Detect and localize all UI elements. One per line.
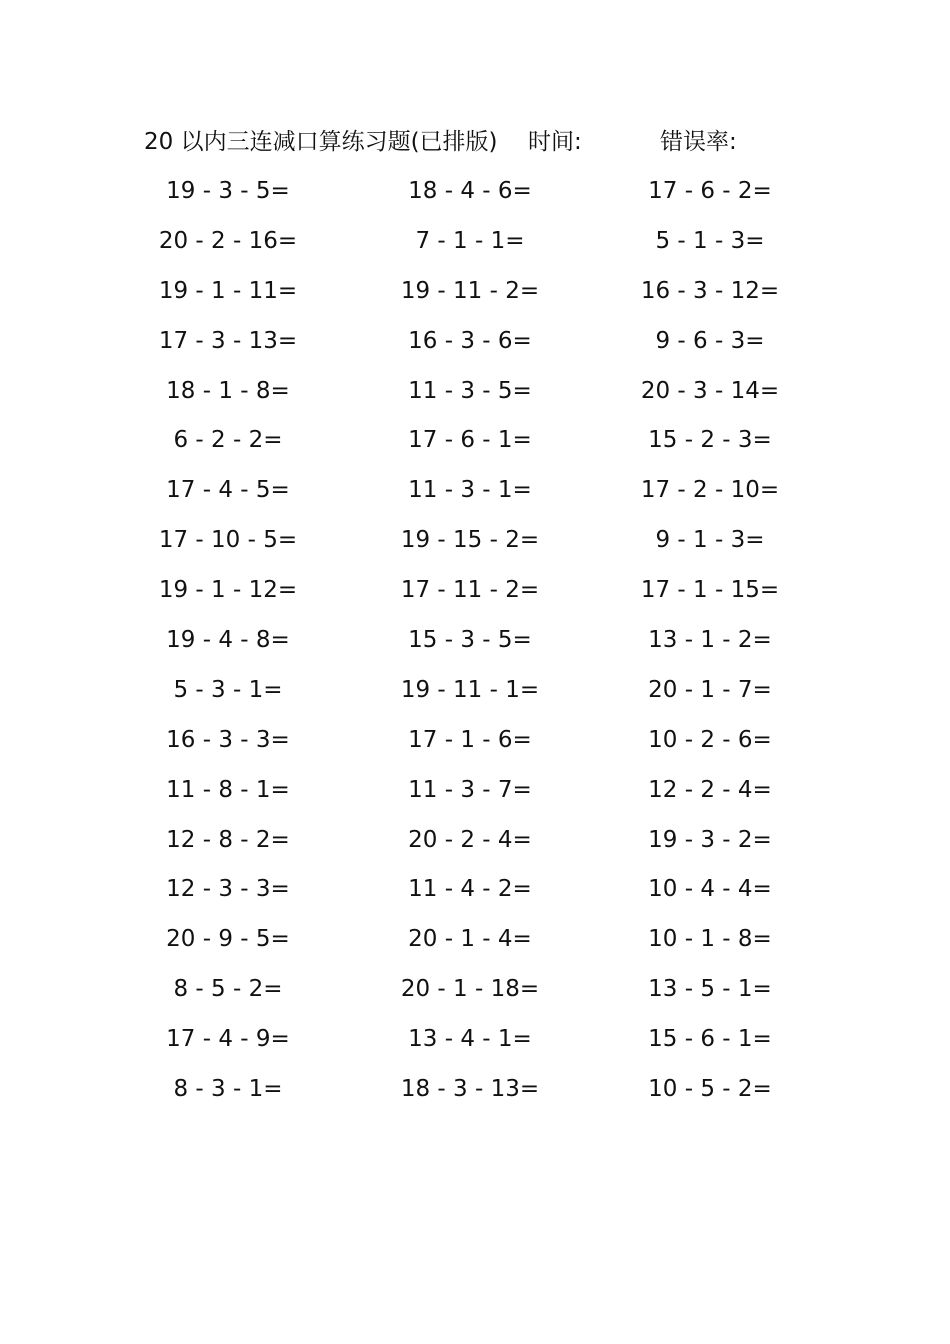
problem-row [0, 172, 950, 222]
math-problem: 17 - 4 - 9= [166, 1026, 290, 1053]
problem-grid [0, 172, 950, 1120]
math-problem: 8 - 3 - 1= [173, 1076, 283, 1103]
problem-row [0, 621, 950, 671]
math-problem: 19 - 1 - 12= [158, 577, 298, 604]
math-problem: 19 - 1 - 11= [158, 277, 298, 304]
math-problem: 11 - 3 - 5= [408, 377, 532, 404]
math-problem: 11 - 8 - 1= [166, 776, 290, 803]
math-problem: 13 - 5 - 1= [648, 976, 772, 1003]
math-problem: 10 - 5 - 2= [648, 1076, 772, 1103]
math-problem: 9 - 6 - 3= [655, 327, 765, 354]
math-problem: 17 - 6 - 2= [648, 178, 772, 204]
problem-row [0, 970, 950, 1020]
math-problem: 15 - 6 - 1= [648, 1026, 772, 1053]
math-problem: 20 - 3 - 14= [640, 377, 780, 404]
math-problem: 19 - 11 - 1= [400, 676, 540, 703]
math-problem: 17 - 4 - 5= [166, 477, 290, 504]
problem-row [0, 272, 950, 322]
problem-row [0, 771, 950, 821]
problem-row [0, 821, 950, 871]
math-problem: 19 - 3 - 5= [166, 178, 290, 204]
problem-row [0, 571, 950, 621]
problem-row [0, 322, 950, 372]
problem-row [0, 471, 950, 521]
math-problem: 12 - 3 - 3= [166, 876, 290, 903]
math-problem: 9 - 1 - 3= [655, 527, 765, 554]
math-problem: 7 - 1 - 1= [415, 227, 525, 254]
problem-row [0, 671, 950, 721]
worksheet-title: 20 以内三连减口算练习题(已排版) [144, 129, 498, 155]
math-problem: 17 - 10 - 5= [158, 527, 298, 554]
problem-row [0, 521, 950, 571]
math-problem: 20 - 1 - 18= [400, 976, 540, 1003]
math-problem: 12 - 2 - 4= [648, 776, 772, 803]
problem-row [0, 1020, 950, 1070]
math-problem: 5 - 3 - 1= [173, 676, 283, 703]
math-problem: 5 - 1 - 3= [655, 227, 765, 254]
problem-row [0, 721, 950, 771]
problem-row [0, 222, 950, 272]
math-problem: 10 - 2 - 6= [648, 726, 772, 753]
math-problem: 19 - 15 - 2= [400, 527, 540, 554]
math-problem: 17 - 1 - 6= [408, 726, 532, 753]
math-problem: 8 - 5 - 2= [173, 976, 283, 1003]
problem-row [0, 1070, 950, 1120]
math-problem: 15 - 2 - 3= [648, 427, 772, 454]
math-problem: 17 - 6 - 1= [408, 427, 532, 454]
math-problem: 17 - 11 - 2= [400, 577, 540, 604]
math-problem: 18 - 1 - 8= [166, 377, 290, 404]
math-problem: 19 - 11 - 2= [400, 277, 540, 304]
math-problem: 16 - 3 - 6= [408, 327, 532, 354]
math-problem: 13 - 1 - 2= [648, 627, 772, 654]
math-problem: 19 - 3 - 2= [648, 826, 772, 853]
math-problem: 20 - 1 - 4= [408, 926, 532, 953]
math-problem: 18 - 4 - 6= [408, 178, 532, 204]
math-problem: 20 - 1 - 7= [648, 676, 772, 703]
math-problem: 10 - 4 - 4= [648, 876, 772, 903]
math-problem: 20 - 2 - 4= [408, 826, 532, 853]
time-label: 时间: [528, 129, 582, 155]
math-problem: 20 - 2 - 16= [158, 227, 298, 254]
math-problem: 15 - 3 - 5= [408, 627, 532, 654]
math-problem: 20 - 9 - 5= [166, 926, 290, 953]
math-problem: 13 - 4 - 1= [408, 1026, 532, 1053]
math-problem: 17 - 1 - 15= [640, 577, 780, 604]
math-problem: 11 - 3 - 1= [408, 477, 532, 504]
problem-row [0, 372, 950, 422]
math-problem: 16 - 3 - 12= [640, 277, 780, 304]
math-problem: 18 - 3 - 13= [400, 1076, 540, 1103]
problem-row [0, 870, 950, 920]
math-problem: 6 - 2 - 2= [173, 427, 283, 454]
math-problem: 17 - 3 - 13= [158, 327, 298, 354]
error-rate-label: 错误率: [660, 129, 737, 155]
math-problem: 17 - 2 - 10= [640, 477, 780, 504]
math-problem: 11 - 3 - 7= [408, 776, 532, 803]
math-problem: 16 - 3 - 3= [166, 726, 290, 753]
math-problem: 10 - 1 - 8= [648, 926, 772, 953]
problem-row [0, 421, 950, 471]
math-problem: 12 - 8 - 2= [166, 826, 290, 853]
worksheet-header [0, 124, 950, 160]
problem-row [0, 920, 950, 970]
math-problem: 19 - 4 - 8= [166, 627, 290, 654]
math-problem: 11 - 4 - 2= [408, 876, 532, 903]
